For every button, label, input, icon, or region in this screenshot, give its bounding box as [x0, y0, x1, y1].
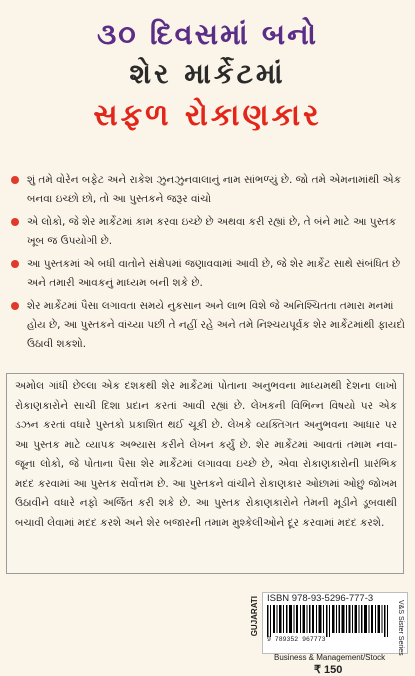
feature-item: [10, 171, 407, 209]
feature-item: [10, 255, 407, 293]
language-label: GUJARATI: [250, 596, 259, 637]
title-line-1: ૩૦ દિવસમાં બનો: [96, 17, 318, 51]
barcode-panel: [262, 592, 408, 654]
bullet-icon: [11, 302, 19, 310]
barcode-number: 9 789352 967773: [267, 636, 326, 643]
title-line-2: શેર માર્કેટમાં: [129, 57, 286, 90]
title-block: [0, 0, 415, 138]
feature-list: [10, 171, 407, 358]
price-label: ₹ 150: [314, 664, 343, 676]
feature-text: શું તમે વોરેન બફેટ અને રાકેશ ઝુનઝુનવાલાનું નામ સાંભળ્યું છે. જો તમે એમનામાંથી એક બનવા ઇચ્છો છો, તો આ પુસ્તકને જરૂર વાંચો: [27, 174, 402, 205]
bullet-icon: [11, 218, 19, 226]
feature-text: શેર માર્કેટમાં પૈસા લગાવતા સમયે નુકસાન અને લાભ વિશે જે અનિશ્ચિતતા તમારા મનમાં હોય છે, આ પુસ્તકને વાંચ્યા પછી તે નહીં રહે અને તમે નિશ્ચયપૂર્વક શેર માર્કેટમાંથી ફાયદો ઉઠાવી શકશો.: [27, 300, 406, 350]
feature-text: આ પુસ્તકમાં એ બધી વાતોને સંક્ષેપમાં જણાવવામાં આવી છે, જે શેર માર્કેટ સાથે સંબંધિત છે અને તમારી આવકનું માધ્યમ બની શકે છે.: [27, 258, 401, 289]
feature-text: એ લોકો, જે શેર માર્કેટમાં કામ કરવા ઇચ્છે છે અથવા કરી રહ્યાં છે, તે બંને માટે આ પુસ્તક ખૂબ જ ઉપયોગી છે.: [27, 216, 397, 247]
isbn-number: ISBN 978-93-5296-777-3: [267, 593, 374, 604]
author-bio: અમોલ ગાંધી છેલ્લા એક દશકથી શેર માર્કેટમાં પોતાના અનુભવના માધ્યમથી દેશના લાખો રોકાણકારોને સાચી દિશા પ્રદાન કરતાં આવી રહ્યાં છે. લેખકની વિભિન્ન વિષયો પર એક ડઝન કરતાં વધારે પુસ્તકો પ્રકાશિત થઈ ચૂકી છે. લેખકે વ્યક્તિગત અનુભવના આધાર પર આ પુસ્તક માટે વ્યાપક અભ્યાસ કરીને લેખન કર્યું છે. શેર માર્કેટમાં આવતાં તમામ નવા-જૂના લોકો, જે પોતાના પૈસા શેર માર્કેટમાં લગાવવા ઇચ્છે છે, એવા રોકાણકારોની પ્રારંભિક મદદ કરવામાં આ પુસ્તક સર્વોત્તમ છે. આ પુસ્તકને વાંચીને રોકાણકાર ઓછામાં ઓછું જોખમ ઉઠાવીને વધારે નફો અર્જિત કરી શકે છે. આ પુસ્તક રોકાણકારોને તેમની મૂડીને ડૂબવાથી બચાવી લેવામાં મદદ કરશે અને શેર બજારની તમામ મુશ્કેલીઓને દૂર કરવામાં મદદ કરશે.: [6, 373, 404, 574]
bullet-icon: [11, 176, 19, 184]
feature-item: [10, 297, 407, 354]
publisher-label: V&S Sister Series: [397, 600, 404, 656]
category-label: Business & Management/Stock: [274, 653, 386, 662]
title-line-3: સફળ રોકાણકાર: [93, 98, 322, 133]
barcode-icon: [267, 605, 389, 637]
feature-item: [10, 213, 407, 251]
bullet-icon: [11, 260, 19, 268]
